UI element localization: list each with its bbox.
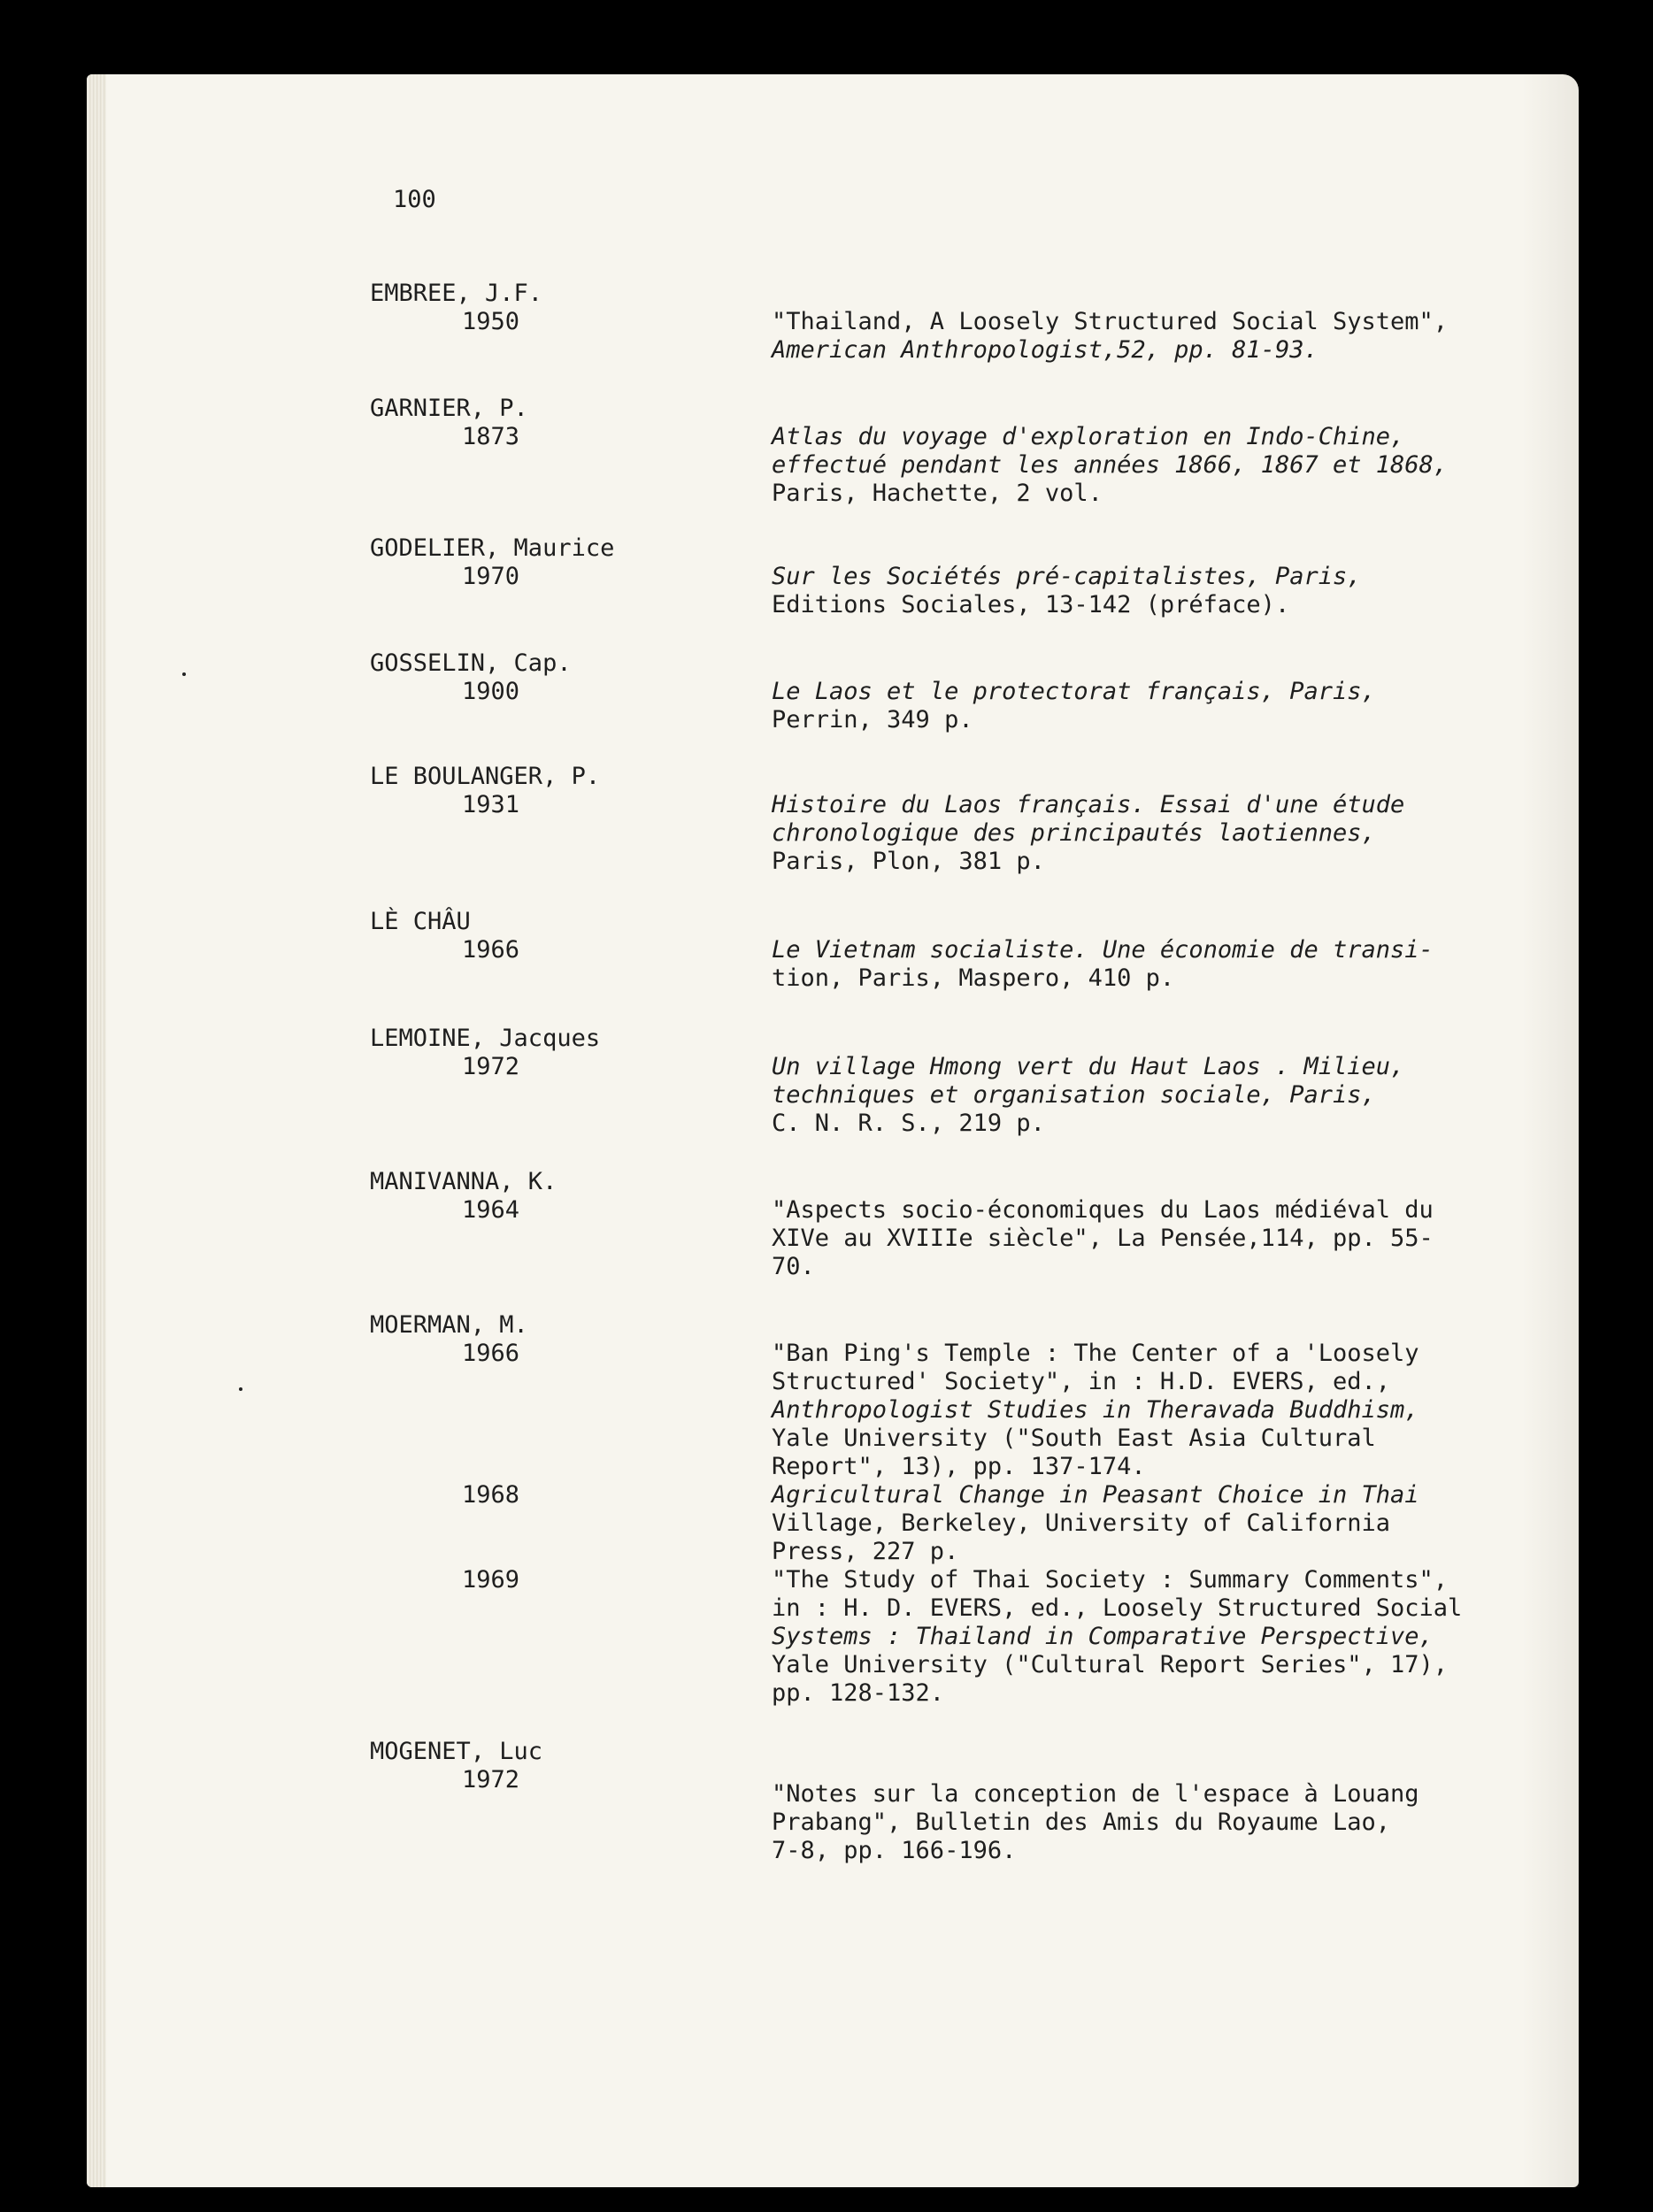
bib-line: in : H. D. EVERS, ed., Loosely Structured Social [772,1594,1463,1622]
bib-line: Perrin, 349 p. [772,706,973,733]
bib-author-moerman: MOERMAN, M. [370,1311,528,1339]
bib-year: 1966 [462,936,520,964]
ink-speck [182,672,186,676]
page-gutter-shadow [1522,74,1579,2187]
bib-line: C. N. R. S., 219 p. [772,1110,1045,1137]
bib-author-garnier: GARNIER, P. [370,395,528,422]
ink-speck [239,1387,242,1391]
bib-author-le-boulanger: LE BOULANGER, P. [370,763,601,790]
bib-line: Yale University ("Cultural Report Series", 17), [772,1651,1449,1678]
bib-year: 1931 [462,791,520,818]
bib-year: 1900 [462,678,520,705]
bib-line: pp. 128-132. [772,1679,945,1707]
bib-line: Histoire du Laos français. Essai d'une étude [772,791,1405,818]
bib-year: 1964 [462,1196,520,1224]
bib-author-le-chau: LÈ CHÂU [370,908,471,935]
bib-line: techniques et organisation sociale, Paris, [772,1081,1376,1109]
bib-line: Yale University ("South East Asia Cultural [772,1425,1376,1452]
bib-line: American Anthropologist,52, pp. 81-93. [772,336,1319,364]
bib-author-gosselin: GOSSELIN, Cap. [370,649,572,677]
bib-line: Press, 227 p. [772,1538,959,1565]
bib-line: Le Vietnam socialiste. Une économie de transi- [772,936,1434,964]
bib-line: Atlas du voyage d'exploration en Indo-Chine, [772,423,1405,450]
bib-line: 70. [772,1253,815,1280]
bib-year: 1968 [462,1481,520,1509]
bib-line: "Thailand, A Loosely Structured Social System", [772,308,1449,335]
bib-line: chronologique des principautés laotiennes, [772,819,1376,847]
bib-line: Le Laos et le protectorat français, Paris, [772,678,1376,705]
bib-line: Sur les Sociétés pré-capitalistes, Paris, [772,563,1362,590]
bib-author-embree: EMBREE, J.F. [370,280,543,307]
bib-author-mogenet: MOGENET, Luc [370,1738,543,1765]
bib-line: "Notes sur la conception de l'espace à Louang [772,1780,1419,1808]
bib-line: Report", 13), pp. 137-174. [772,1453,1146,1480]
bib-year: 1873 [462,423,520,450]
bib-line: "The Study of Thai Society : Summary Comments", [772,1566,1449,1594]
bib-line: Paris, Plon, 381 p. [772,848,1045,875]
page-number: 100 [393,186,436,213]
bib-line: "Ban Ping's Temple : The Center of a 'Loosely [772,1340,1419,1367]
bib-year: 1950 [462,308,520,335]
bib-author-lemoine: LEMOINE, Jacques [370,1025,601,1052]
bib-year: 1970 [462,563,520,590]
bib-year: 1972 [462,1766,520,1793]
bib-author-manivanna: MANIVANNA, K. [370,1168,557,1195]
bib-line: Prabang", Bulletin des Amis du Royaume Lao, [772,1809,1390,1836]
bib-line: effectué pendant les années 1866, 1867 et 1868, [772,451,1449,479]
page-edges [87,74,106,2187]
bib-author-godelier: GODELIER, Maurice [370,534,615,562]
bib-line: "Aspects socio-économiques du Laos médiéval du [772,1196,1434,1224]
bib-line: Structured' Society", in : H.D. EVERS, ed., [772,1368,1390,1395]
bib-year: 1972 [462,1053,520,1080]
bib-line: Anthropologist Studies in Theravada Buddhism, [772,1396,1419,1424]
bib-line: Agricultural Change in Peasant Choice in Thai [772,1481,1419,1509]
bib-line: Paris, Hachette, 2 vol. [772,480,1103,507]
bib-year: 1966 [462,1340,520,1367]
bib-line: Editions Sociales, 13-142 (préface). [772,591,1290,618]
bib-line: 7-8, pp. 166-196. [772,1837,1017,1864]
bib-line: Village, Berkeley, University of California [772,1509,1390,1537]
bib-line: tion, Paris, Maspero, 410 p. [772,964,1175,992]
bib-year: 1969 [462,1566,520,1594]
bib-line: Un village Hmong vert du Haut Laos . Milieu, [772,1053,1405,1080]
bib-line: Systems : Thailand in Comparative Perspective, [772,1623,1434,1650]
bib-line: XIVe au XVIIIe siècle", La Pensée,114, pp. 55- [772,1225,1434,1252]
